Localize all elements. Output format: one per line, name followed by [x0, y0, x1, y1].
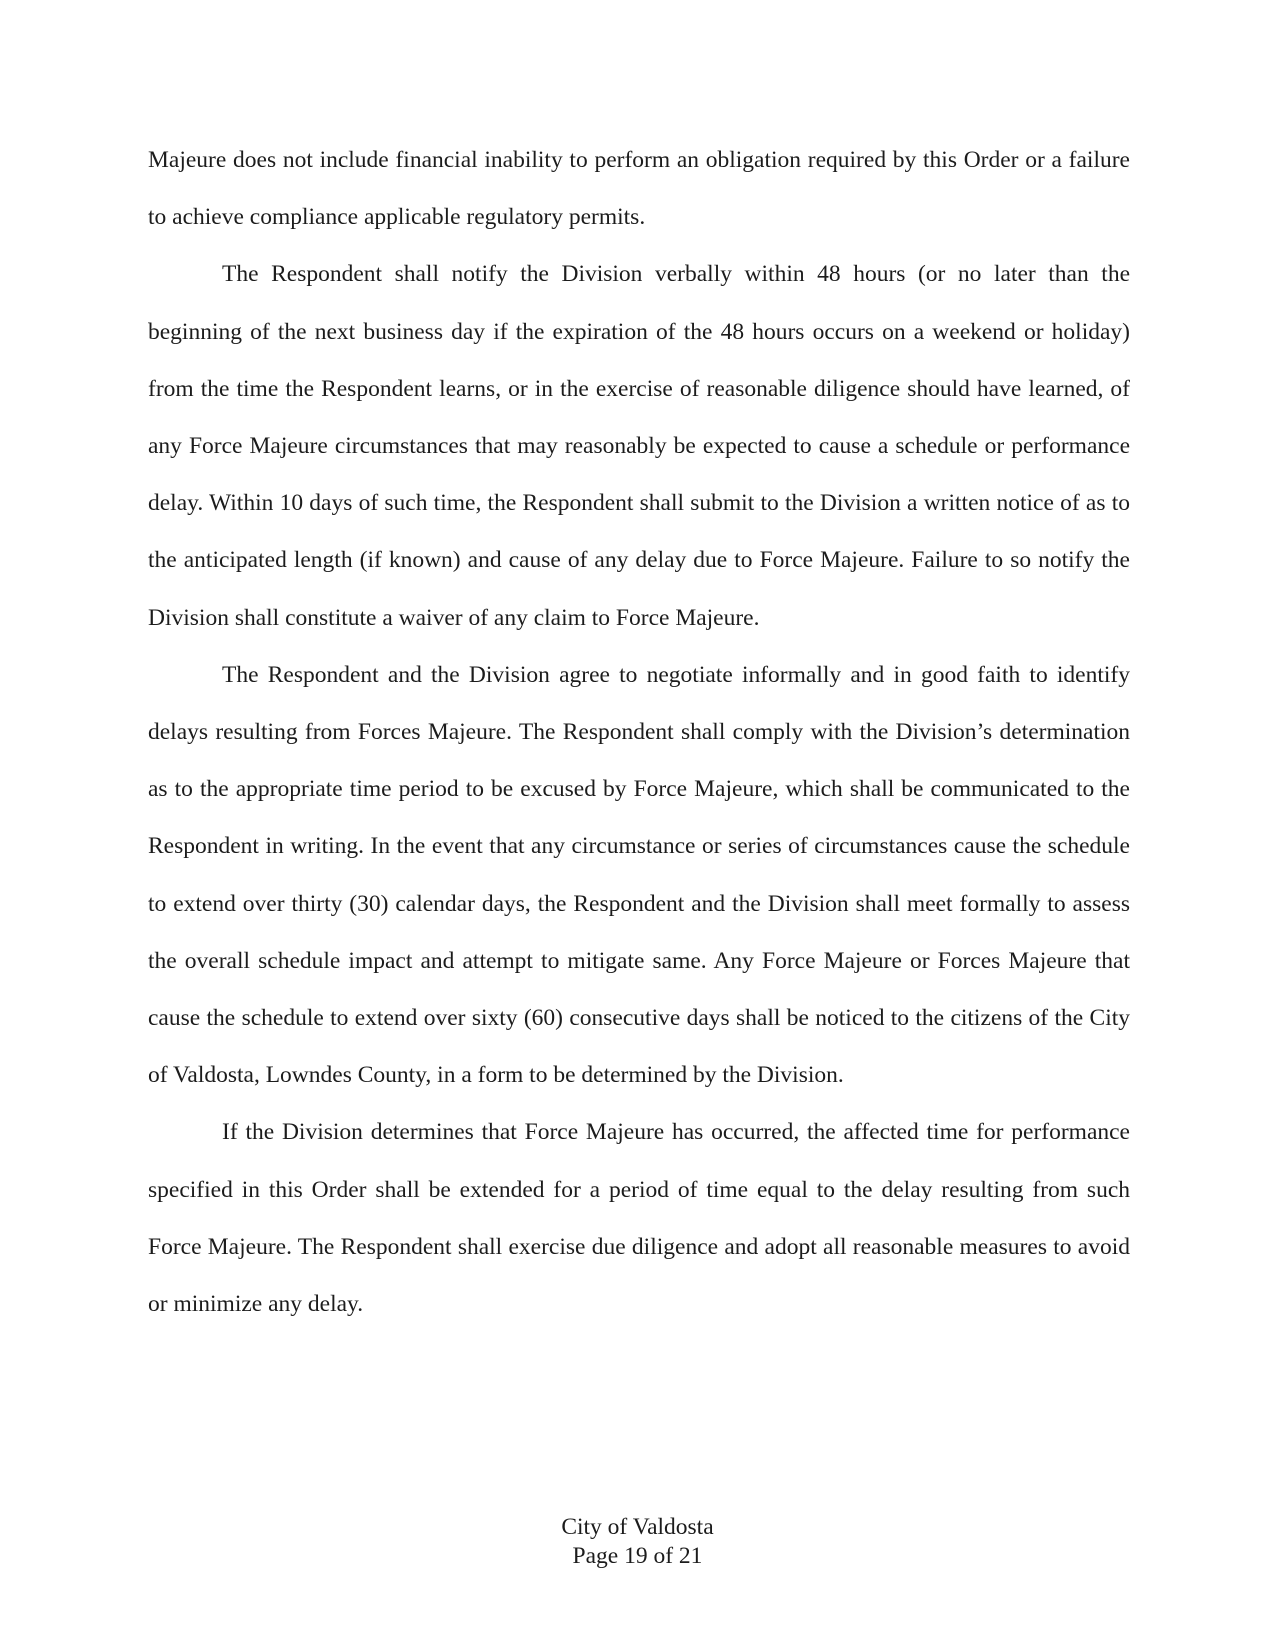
page-footer [0, 1513, 1275, 1571]
document-body [148, 132, 1130, 1333]
footer-entity: City of Valdosta [561, 1514, 714, 1540]
paragraph-notification: The Respondent shall notify the Division verbally within 48 hours (or no later than the beginning of the next business day if the expiration of the 48 hours occurs on a weekend or holiday) from the time the Respondent learns, or in the exercise of reasonable diligence should have learned, of any Force Majeure circumstances that may reasonably be expected to cause a schedule or performance delay. Within 10 days of such time, the Respondent shall submit to the Division a written notice of as to the anticipated length (if known) and cause of any delay due to Force Majeure. Failure to so notify the Division shall constitute a waiver of any claim to Force Majeure. [148, 261, 1130, 631]
paragraph-negotiation: The Respondent and the Division agree to negotiate informally and in good faith to identify delays resulting from Forces Majeure. The Respondent shall comply with the Division’s determination as to the appropriate time period to be excused by Force Majeure, which shall be communicated to the Respondent in writing. In the event that any circumstance or series of circumstances cause the schedule to extend over thirty (30) calendar days, the Respondent and the Division shall meet formally to assess the overall schedule impact and attempt to mitigate same. Any Force Majeure or Forces Majeure that cause the schedule to extend over sixty (60) consecutive days shall be noticed to the citizens of the City of Valdosta, Lowndes County, in a form to be determined by the Division. [148, 661, 1130, 1089]
footer-page-number: Page 19 of 21 [572, 1543, 703, 1569]
paragraph-extension: If the Division determines that Force Majeure has occurred, the affected time for performance specified in this Order shall be extended for a period of time equal to the delay resulting from such Force Majeure. The Respondent shall exercise due diligence and adopt all reasonable measures to avoid or minimize any delay. [148, 1119, 1130, 1318]
paragraph-continuation: Majeure does not include financial inability to perform an obligation required by this Order or a failure to achieve compliance applicable regulatory permits. [148, 147, 1130, 231]
